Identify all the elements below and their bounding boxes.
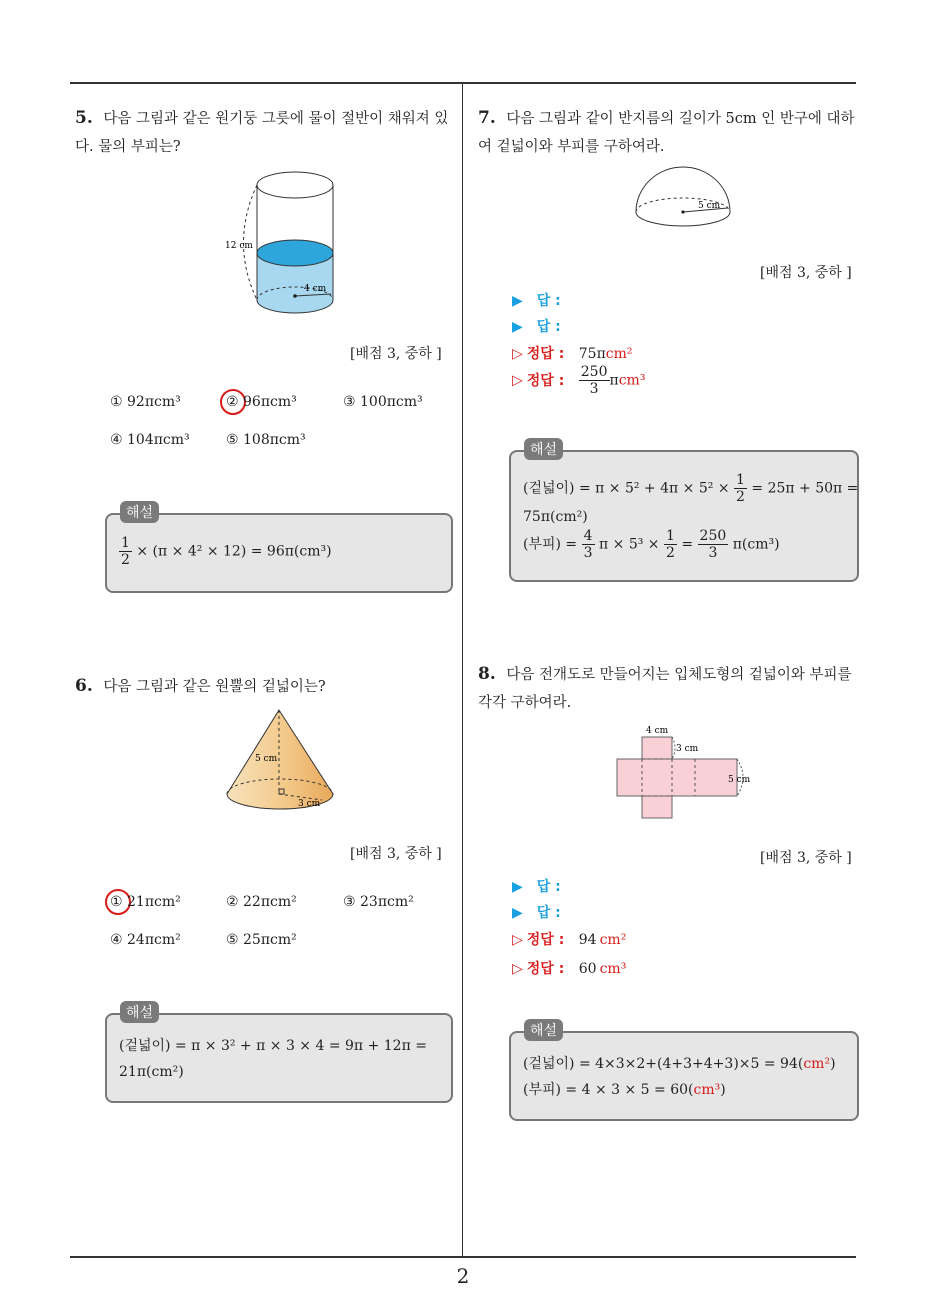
question-text: 다음 전개도로 만들어지는 입체도형의 겉넓이와 부피를 각각 구하여라. xyxy=(478,667,852,711)
q7-meta: [배점 3, 중하 ] xyxy=(760,265,852,281)
q6-option-5[interactable]: ⑤ 25πcm² xyxy=(226,932,297,948)
q8-correct-2: ▷ 정답 : 60 cm³ xyxy=(512,961,627,977)
hint-line-2: 75π(cm²) xyxy=(523,509,588,525)
question-7 xyxy=(478,104,860,161)
q6-option-1[interactable]: ① 21πcm² xyxy=(110,894,181,910)
q7-correct-1: ▷ 정답 : 75πcm² xyxy=(512,346,633,362)
hint-line-1: (겉넓이) = π × 5² + 4π × 5² × $\frac{1}{2}$ = 25π + 50π = xyxy=(523,472,859,505)
q5-meta: [배점 3, 중하 ] xyxy=(350,346,442,362)
q5-hint-label: 해설 xyxy=(120,501,159,523)
q8-correct-1: ▷ 정답 : 94 cm² xyxy=(512,932,627,948)
top-rule xyxy=(70,82,856,84)
cylinder-figure xyxy=(220,165,350,320)
q8-hint-label: 해설 xyxy=(524,1019,563,1041)
cone-radius-label: 3 cm xyxy=(298,799,321,809)
net-depth-label: 3 cm xyxy=(676,744,699,754)
hint-line-1: (겉넓이) = π × 3² + π × 3 × 4 = 9π + 12π = xyxy=(119,1038,427,1054)
question-number: 7. xyxy=(478,108,496,128)
question-6 xyxy=(75,672,457,701)
q5-option-2[interactable]: ② 96πcm³ xyxy=(226,394,297,410)
q5-option-3[interactable]: ③ 100πcm³ xyxy=(343,394,423,410)
q6-option-3[interactable]: ③ 23πcm² xyxy=(343,894,414,910)
q8-meta: [배점 3, 중하 ] xyxy=(760,850,852,866)
hemisphere-radius-label: 5 cm xyxy=(698,201,721,211)
hint-line-3: (부피) = $\frac{4}{3}$ π × 5³ × $\frac{1}{2}$ = $\frac{250}{3}$ π(cm³) xyxy=(523,528,780,561)
cylinder-height-label: 12 cm xyxy=(225,241,253,251)
q8-answer-1[interactable]: ▶ 답 : xyxy=(512,879,561,895)
q5-option-1[interactable]: ① 92πcm³ xyxy=(110,394,181,410)
net-width-label: 4 cm xyxy=(646,726,669,736)
question-8 xyxy=(478,660,860,717)
hint-line: × (π × 4² × 12) = 96π(cm³) xyxy=(136,543,332,560)
cone-slant-label: 5 cm xyxy=(255,754,278,764)
q8-answer-2[interactable]: ▶ 답 : xyxy=(512,905,561,921)
hemisphere-figure xyxy=(628,162,738,234)
hint-fraction: $\frac{1}{2}$ xyxy=(121,535,130,568)
box-net-figure xyxy=(612,722,762,822)
bottom-rule xyxy=(70,1256,856,1258)
cylinder-radius-label: 4 cm xyxy=(304,284,327,294)
q7-hint-label: 해설 xyxy=(524,438,563,460)
q6-option-2[interactable]: ② 22πcm² xyxy=(226,894,297,910)
hint-line-2: 21π(cm²) xyxy=(119,1064,184,1080)
q5-option-4[interactable]: ④ 104πcm³ xyxy=(110,432,190,448)
q6-hint-box xyxy=(105,1013,453,1103)
q6-hint-label: 해설 xyxy=(120,1001,159,1023)
q7-answer-2[interactable]: ▶ 답 : xyxy=(512,319,561,335)
q6-option-4[interactable]: ④ 24πcm² xyxy=(110,932,181,948)
q8-hint-box xyxy=(509,1031,859,1121)
question-text: 다음 그림과 같은 원기둥 그릇에 물이 절반이 채워져 있다. 물의 부피는? xyxy=(75,111,449,155)
question-5 xyxy=(75,104,457,161)
q5-option-5[interactable]: ⑤ 108πcm³ xyxy=(226,432,306,448)
column-divider xyxy=(462,83,463,1258)
q7-answer-1[interactable]: ▶ 답 : xyxy=(512,293,561,309)
hint-line-2: (부피) = 4 × 3 × 5 = 60(cm³) xyxy=(523,1082,726,1098)
q6-meta: [배점 3, 중하 ] xyxy=(350,846,442,862)
net-height-label: 5 cm xyxy=(728,775,751,785)
page-number: 2 xyxy=(456,1264,470,1288)
hint-line-1: (겉넓이) = 4×3×2+(4+3+4+3)×5 = 94(cm²) xyxy=(523,1056,836,1072)
cone-figure xyxy=(222,706,340,814)
q7-hint-box xyxy=(509,450,859,582)
q5-hint-box xyxy=(105,513,453,593)
question-text: 다음 그림과 같이 반지름의 길이가 5cm 인 반구에 대하여 겉넓이와 부피를 구하여라. xyxy=(478,111,855,155)
question-number: 5. xyxy=(75,108,93,128)
q7-correct-2: ▷ 정답 : $\frac{250}{3}$ πcm³ xyxy=(512,364,646,397)
question-number: 8. xyxy=(478,664,496,684)
question-number: 6. xyxy=(75,676,93,696)
question-text: 다음 그림과 같은 원뿔의 겉넓이는? xyxy=(103,679,326,695)
